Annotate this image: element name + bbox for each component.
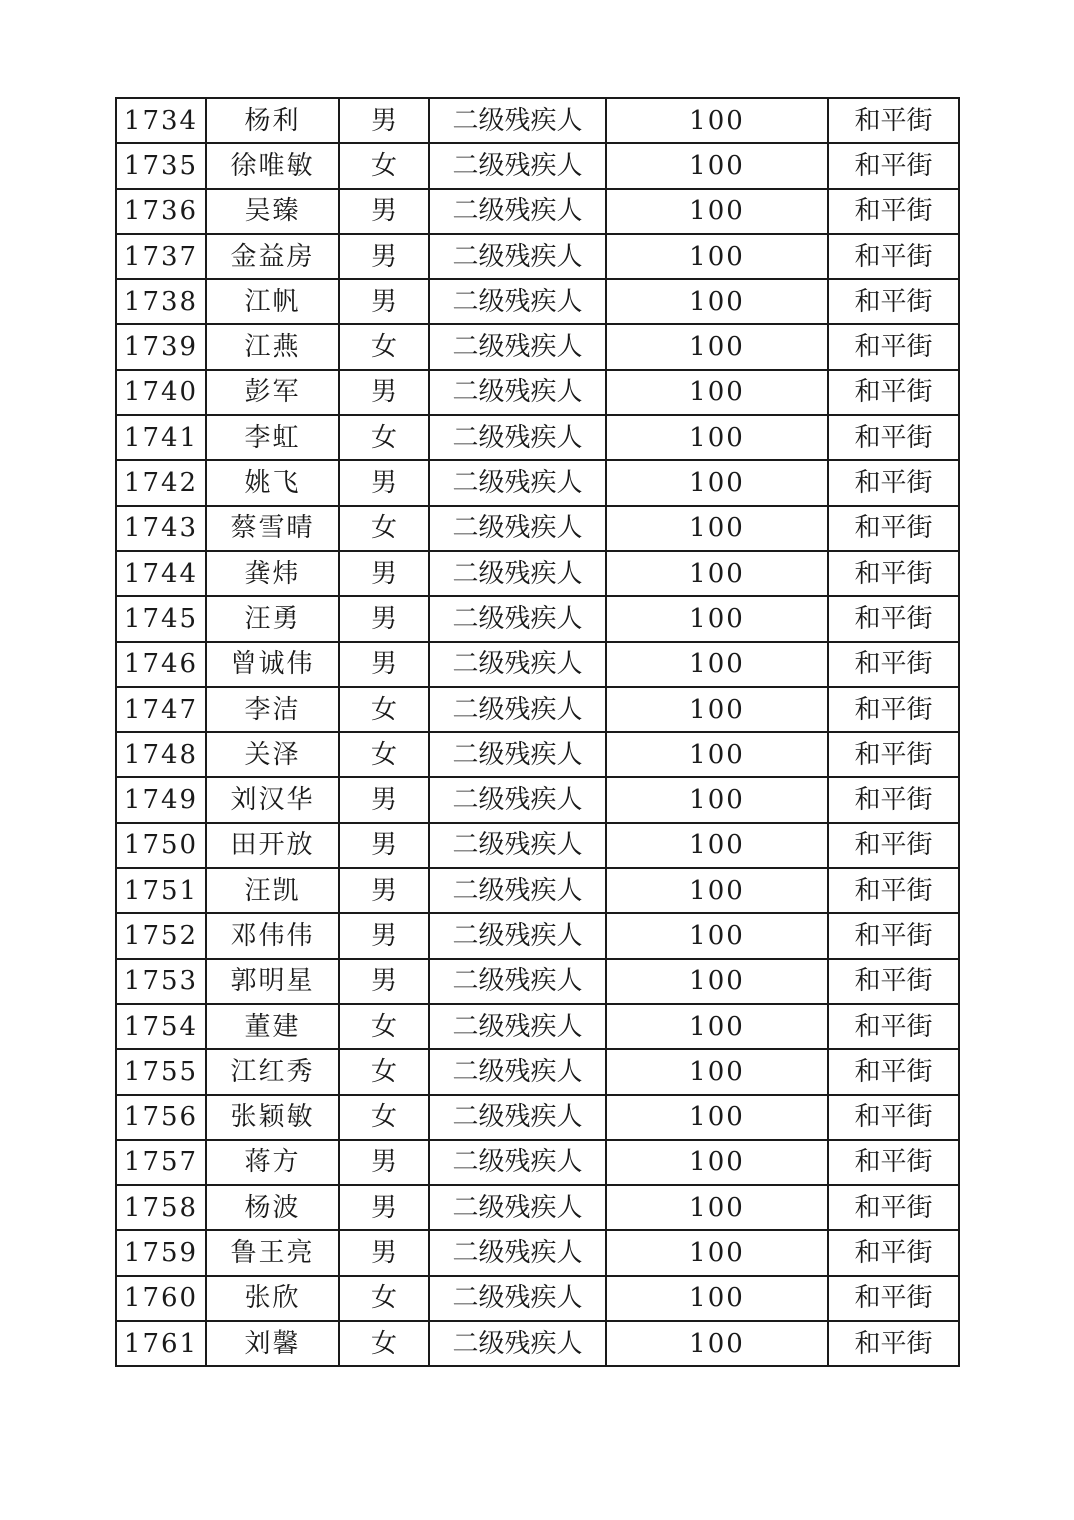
name-cell: 江帆 (206, 279, 339, 324)
street-cell: 和平街 (828, 415, 959, 460)
table-row (116, 1004, 959, 1049)
table-row (116, 143, 959, 188)
serial-number-cell: 1746 (116, 642, 206, 687)
name-cell: 刘馨 (206, 1321, 339, 1366)
street-cell: 和平街 (828, 98, 959, 143)
category-cell: 二级残疾人 (429, 732, 606, 777)
category-cell: 二级残疾人 (429, 98, 606, 143)
category-cell: 二级残疾人 (429, 777, 606, 822)
table-row (116, 324, 959, 369)
category-cell: 二级残疾人 (429, 1230, 606, 1275)
category-cell: 二级残疾人 (429, 913, 606, 958)
amount-cell: 100 (606, 642, 828, 687)
name-cell: 鲁王亮 (206, 1230, 339, 1275)
street-cell: 和平街 (828, 1321, 959, 1366)
gender-cell: 男 (339, 551, 429, 596)
amount-cell: 100 (606, 324, 828, 369)
table-row (116, 551, 959, 596)
gender-cell: 男 (339, 234, 429, 279)
category-cell: 二级残疾人 (429, 1095, 606, 1140)
table-row (116, 189, 959, 234)
amount-cell: 100 (606, 98, 828, 143)
name-cell: 龚炜 (206, 551, 339, 596)
serial-number-cell: 1734 (116, 98, 206, 143)
street-cell: 和平街 (828, 143, 959, 188)
amount-cell: 100 (606, 279, 828, 324)
gender-cell: 女 (339, 324, 429, 369)
table-row (116, 460, 959, 505)
amount-cell: 100 (606, 551, 828, 596)
name-cell: 彭军 (206, 370, 339, 415)
gender-cell: 男 (339, 370, 429, 415)
category-cell: 二级残疾人 (429, 1321, 606, 1366)
serial-number-cell: 1757 (116, 1140, 206, 1185)
serial-number-cell: 1748 (116, 732, 206, 777)
name-cell: 汪凯 (206, 868, 339, 913)
gender-cell: 女 (339, 732, 429, 777)
table-row (116, 98, 959, 143)
category-cell: 二级残疾人 (429, 1004, 606, 1049)
amount-cell: 100 (606, 959, 828, 1004)
street-cell: 和平街 (828, 1140, 959, 1185)
table-row (116, 913, 959, 958)
category-cell: 二级残疾人 (429, 596, 606, 641)
gender-cell: 女 (339, 1276, 429, 1321)
name-cell: 李洁 (206, 687, 339, 732)
amount-cell: 100 (606, 370, 828, 415)
amount-cell: 100 (606, 143, 828, 188)
name-cell: 江燕 (206, 324, 339, 369)
name-cell: 姚飞 (206, 460, 339, 505)
category-cell: 二级残疾人 (429, 1049, 606, 1094)
table-row (116, 1321, 959, 1366)
amount-cell: 100 (606, 913, 828, 958)
serial-number-cell: 1759 (116, 1230, 206, 1275)
street-cell: 和平街 (828, 370, 959, 415)
table-row (116, 687, 959, 732)
gender-cell: 男 (339, 823, 429, 868)
gender-cell: 男 (339, 1140, 429, 1185)
roster-body (116, 98, 959, 1366)
gender-cell: 女 (339, 1321, 429, 1366)
name-cell: 徐唯敏 (206, 143, 339, 188)
amount-cell: 100 (606, 868, 828, 913)
table-row (116, 415, 959, 460)
gender-cell: 男 (339, 189, 429, 234)
gender-cell: 女 (339, 506, 429, 551)
amount-cell: 100 (606, 234, 828, 279)
serial-number-cell: 1751 (116, 868, 206, 913)
amount-cell: 100 (606, 1185, 828, 1230)
category-cell: 二级残疾人 (429, 189, 606, 234)
serial-number-cell: 1744 (116, 551, 206, 596)
gender-cell: 女 (339, 415, 429, 460)
category-cell: 二级残疾人 (429, 823, 606, 868)
gender-cell: 男 (339, 868, 429, 913)
gender-cell: 女 (339, 1049, 429, 1094)
name-cell: 江红秀 (206, 1049, 339, 1094)
category-cell: 二级残疾人 (429, 143, 606, 188)
amount-cell: 100 (606, 1004, 828, 1049)
category-cell: 二级残疾人 (429, 234, 606, 279)
amount-cell: 100 (606, 1049, 828, 1094)
street-cell: 和平街 (828, 234, 959, 279)
name-cell: 张颖敏 (206, 1095, 339, 1140)
gender-cell: 男 (339, 642, 429, 687)
name-cell: 蒋方 (206, 1140, 339, 1185)
amount-cell: 100 (606, 189, 828, 234)
amount-cell: 100 (606, 687, 828, 732)
gender-cell: 男 (339, 460, 429, 505)
street-cell: 和平街 (828, 1049, 959, 1094)
serial-number-cell: 1736 (116, 189, 206, 234)
name-cell: 董建 (206, 1004, 339, 1049)
amount-cell: 100 (606, 506, 828, 551)
category-cell: 二级残疾人 (429, 1276, 606, 1321)
gender-cell: 女 (339, 1004, 429, 1049)
serial-number-cell: 1743 (116, 506, 206, 551)
gender-cell: 女 (339, 143, 429, 188)
category-cell: 二级残疾人 (429, 959, 606, 1004)
name-cell: 曾诚伟 (206, 642, 339, 687)
amount-cell: 100 (606, 823, 828, 868)
amount-cell: 100 (606, 1276, 828, 1321)
amount-cell: 100 (606, 777, 828, 822)
serial-number-cell: 1761 (116, 1321, 206, 1366)
serial-number-cell: 1760 (116, 1276, 206, 1321)
category-cell: 二级残疾人 (429, 1140, 606, 1185)
name-cell: 金益房 (206, 234, 339, 279)
street-cell: 和平街 (828, 1004, 959, 1049)
table-row (116, 1276, 959, 1321)
table-row (116, 596, 959, 641)
category-cell: 二级残疾人 (429, 687, 606, 732)
street-cell: 和平街 (828, 1185, 959, 1230)
serial-number-cell: 1737 (116, 234, 206, 279)
serial-number-cell: 1739 (116, 324, 206, 369)
street-cell: 和平街 (828, 732, 959, 777)
table-row (116, 1230, 959, 1275)
name-cell: 汪勇 (206, 596, 339, 641)
serial-number-cell: 1755 (116, 1049, 206, 1094)
table-row (116, 1140, 959, 1185)
category-cell: 二级残疾人 (429, 868, 606, 913)
table-row (116, 868, 959, 913)
gender-cell: 男 (339, 1230, 429, 1275)
serial-number-cell: 1756 (116, 1095, 206, 1140)
street-cell: 和平街 (828, 823, 959, 868)
serial-number-cell: 1745 (116, 596, 206, 641)
category-cell: 二级残疾人 (429, 279, 606, 324)
street-cell: 和平街 (828, 1276, 959, 1321)
table-row (116, 1095, 959, 1140)
street-cell: 和平街 (828, 596, 959, 641)
name-cell: 吴臻 (206, 189, 339, 234)
table-row (116, 642, 959, 687)
table-row (116, 234, 959, 279)
amount-cell: 100 (606, 1230, 828, 1275)
serial-number-cell: 1740 (116, 370, 206, 415)
category-cell: 二级残疾人 (429, 460, 606, 505)
category-cell: 二级残疾人 (429, 1185, 606, 1230)
table-row (116, 279, 959, 324)
category-cell: 二级残疾人 (429, 551, 606, 596)
serial-number-cell: 1735 (116, 143, 206, 188)
disability-roster-table (115, 97, 960, 1367)
amount-cell: 100 (606, 596, 828, 641)
name-cell: 邓伟伟 (206, 913, 339, 958)
serial-number-cell: 1747 (116, 687, 206, 732)
name-cell: 李虹 (206, 415, 339, 460)
gender-cell: 男 (339, 1185, 429, 1230)
gender-cell: 男 (339, 959, 429, 1004)
street-cell: 和平街 (828, 551, 959, 596)
name-cell: 蔡雪晴 (206, 506, 339, 551)
name-cell: 杨波 (206, 1185, 339, 1230)
category-cell: 二级残疾人 (429, 370, 606, 415)
street-cell: 和平街 (828, 642, 959, 687)
amount-cell: 100 (606, 460, 828, 505)
serial-number-cell: 1741 (116, 415, 206, 460)
serial-number-cell: 1738 (116, 279, 206, 324)
street-cell: 和平街 (828, 189, 959, 234)
amount-cell: 100 (606, 1095, 828, 1140)
street-cell: 和平街 (828, 279, 959, 324)
amount-cell: 100 (606, 1140, 828, 1185)
name-cell: 张欣 (206, 1276, 339, 1321)
gender-cell: 女 (339, 687, 429, 732)
gender-cell: 男 (339, 596, 429, 641)
street-cell: 和平街 (828, 777, 959, 822)
table-row (116, 823, 959, 868)
gender-cell: 男 (339, 279, 429, 324)
street-cell: 和平街 (828, 868, 959, 913)
table-row (116, 506, 959, 551)
table-row (116, 370, 959, 415)
serial-number-cell: 1742 (116, 460, 206, 505)
street-cell: 和平街 (828, 913, 959, 958)
category-cell: 二级残疾人 (429, 642, 606, 687)
amount-cell: 100 (606, 415, 828, 460)
gender-cell: 女 (339, 1095, 429, 1140)
street-cell: 和平街 (828, 687, 959, 732)
category-cell: 二级残疾人 (429, 324, 606, 369)
street-cell: 和平街 (828, 460, 959, 505)
serial-number-cell: 1749 (116, 777, 206, 822)
name-cell: 郭明星 (206, 959, 339, 1004)
street-cell: 和平街 (828, 506, 959, 551)
category-cell: 二级残疾人 (429, 506, 606, 551)
serial-number-cell: 1752 (116, 913, 206, 958)
name-cell: 田开放 (206, 823, 339, 868)
serial-number-cell: 1758 (116, 1185, 206, 1230)
gender-cell: 男 (339, 98, 429, 143)
name-cell: 关泽 (206, 732, 339, 777)
serial-number-cell: 1750 (116, 823, 206, 868)
table-row (116, 959, 959, 1004)
serial-number-cell: 1753 (116, 959, 206, 1004)
table-row (116, 1049, 959, 1094)
amount-cell: 100 (606, 732, 828, 777)
table-row (116, 732, 959, 777)
street-cell: 和平街 (828, 959, 959, 1004)
gender-cell: 男 (339, 913, 429, 958)
gender-cell: 男 (339, 777, 429, 822)
street-cell: 和平街 (828, 1095, 959, 1140)
name-cell: 杨利 (206, 98, 339, 143)
name-cell: 刘汉华 (206, 777, 339, 822)
table-row (116, 1185, 959, 1230)
table-row (116, 777, 959, 822)
amount-cell: 100 (606, 1321, 828, 1366)
street-cell: 和平街 (828, 324, 959, 369)
serial-number-cell: 1754 (116, 1004, 206, 1049)
street-cell: 和平街 (828, 1230, 959, 1275)
category-cell: 二级残疾人 (429, 415, 606, 460)
